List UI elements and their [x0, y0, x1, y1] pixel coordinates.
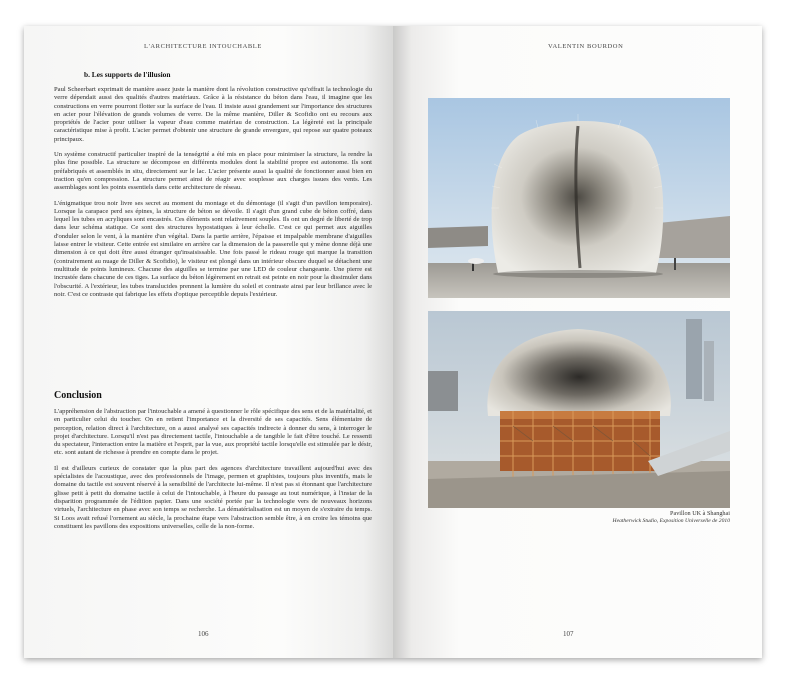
subsection-heading: b. Les supports de l'illusion — [84, 70, 171, 79]
right-page — [393, 26, 762, 658]
body-text-part-2 — [54, 408, 372, 538]
paragraph: Paul Scheerbart exprimait de manière assez juste la manière dont la révolution constructive qu'offrait la technologie du verre dépendait aussi des qualités d'autres matériaux. Grâce à la résistance du béton dans l'eau, il imagine que les constructions en verre pourront flotter sur la surface de l'eau. Il insiste aussi grandement sur l'importance des structures en acier pour l'élévation de grands volumes de verre. De la même manière, Diller & Scofidio ont eu recours aux propriétés de l'acier pour utiliser la vapeur d'eau comme matériau de construction. La légèreté est la principale caractéristique mise à profit. L'acier permet d'obtenir une structure de grande envergure, qui repose sur quatre poteaux principaux. — [54, 86, 372, 143]
section-title: Conclusion — [54, 390, 102, 401]
left-page — [24, 26, 393, 658]
paragraph: Un système constructif particulier inspiré de la tenségrité a été mis en place pour minimiser la structure, la rendre la plus fine possible. La structure se décompose en différents modules dont la stabilité propre est autonome. Ils sont préfabriqués et assemblés in situ, directement sur le lac. L'acier présente aussi la qualité de fonctionner aussi bien en traction qu'en compression. La structure permet ainsi de réagir avec souplesse aux charges issues des vents. Les assemblages sont les points essentiels dans cette architecture de réseau. — [54, 151, 372, 192]
book-spread — [24, 26, 762, 658]
photo-pavilion-construction — [428, 311, 730, 508]
paragraph: L'appréhension de l'abstraction par l'intouchable a amené à questionner le rôle spécifique des sens et de la matérialité, et en particulier celui du toucher. On en retient l'importance et la diversité de ses capacités. Sens élémentaire de perception, relation direct à l'architecture, on a aussi analysé ses capacités indirecte à donner du sens, à interroger le projet d'architecture. Lorsqu'il n'est pas directement tactile, l'intouchable a de tangible le fait d'être touché. Le ressenti du spectateur, l'interaction entre la matière et l'esprit, par la vue, aux propriété tactile lorsqu'elle est stimulée par le désir, etc. sont autant de richesse à prendre en compte dans le projet. — [54, 408, 372, 457]
paragraph: Il est d'ailleurs curieux de constater que la plus part des agences d'architecture travaillent aujourd'hui avec des spécialistes de l'acoustique, avec des professionnels de l'image, permen et graphistes, toujours plus inventifs, mais le domaine du tactile est souvent réservé à la sensibilité de l'architecte lui-même. Il n'est pas si étonnant que l'architecture glisse petit à petit du domaine tactile à celui de l'intouchable, à l'heure du passage au tout numérique, à l'instar de la disparition programmée de l'édition papier. Dans une société portée par la technologie vers de nouveaux horizons virtuels, l'architecture en phase avec son temps se recherche. La dématérialisation est un moyen de s'extraire du temps. Si Loos avait refusé l'ornement au siècle, la prochaine étape vers l'abstraction semble être, à en croire les témoins que constituent les pavillons des expositions universelles, celle de la non-forme. — [54, 464, 372, 530]
page-number-left: 106 — [198, 630, 209, 638]
running-head-right: VALENTIN BOURDON — [548, 43, 624, 50]
running-head-left: L'ARCHITECTURE INTOUCHABLE — [144, 43, 262, 50]
body-text-part-1 — [54, 86, 372, 306]
photo-pavilion-exterior — [428, 98, 730, 298]
photo-caption: Pavillon UK à Shanghai — [670, 510, 730, 517]
paragraph: L'énigmatique trou noir livre ses secret au moment du montage et du démontage (il s'agit d'un pavillon temporaire). Lorsque la carapace perd ses épines, la structure de béton se dévoile. Il s'agit d'un grand cube de béton coffré, dans lequel les tubes en acryliques sont encastrés. Ces éléments sont relativement souples. Ils ont un degré de liberté de trop dans leur schéma statique. Ce sont des structures hypostatiques à leur échelle. C'est ce qui permet aux aiguilles d'onduler selon le vent, à la manière d'un végétal. Dans la partie arrière, l'épaisse et impalpable membrane d'aiguilles laisse entrer le visiteur. Cette entrée est similaire en arrière car la dimension de la passerelle qui y mène donne déjà une dimension à ce qui doit être aussi étranger qu'insaisissable. Une fois passé le rideau rouge qui marque la transition (contrairement au nuage de Diller & Scofidio), le visiteur est plongé dans un intérieur obscure duquel se détachent une multitude de points lumineux. Chacune des aiguilles se termine par une LED de couleur changeante. Une pierre est incrustée dans chacune de ces tiges. La surface du béton légèrement en retrait est peinte en noir pour la dissimuler dans l'obscurité. A l'extérieur, les tubes translucides prennent la lumière du soleil et contraste ainsi par leur brillance avec le noir. C'est ce contraste qui fabrique les effets d'optique perceptible depuis l'extérieur. — [54, 199, 372, 298]
page-number-right: 107 — [563, 630, 574, 638]
photo-credit: Heatherwick Studio, Exposition Universelle de 2010 — [612, 518, 730, 524]
